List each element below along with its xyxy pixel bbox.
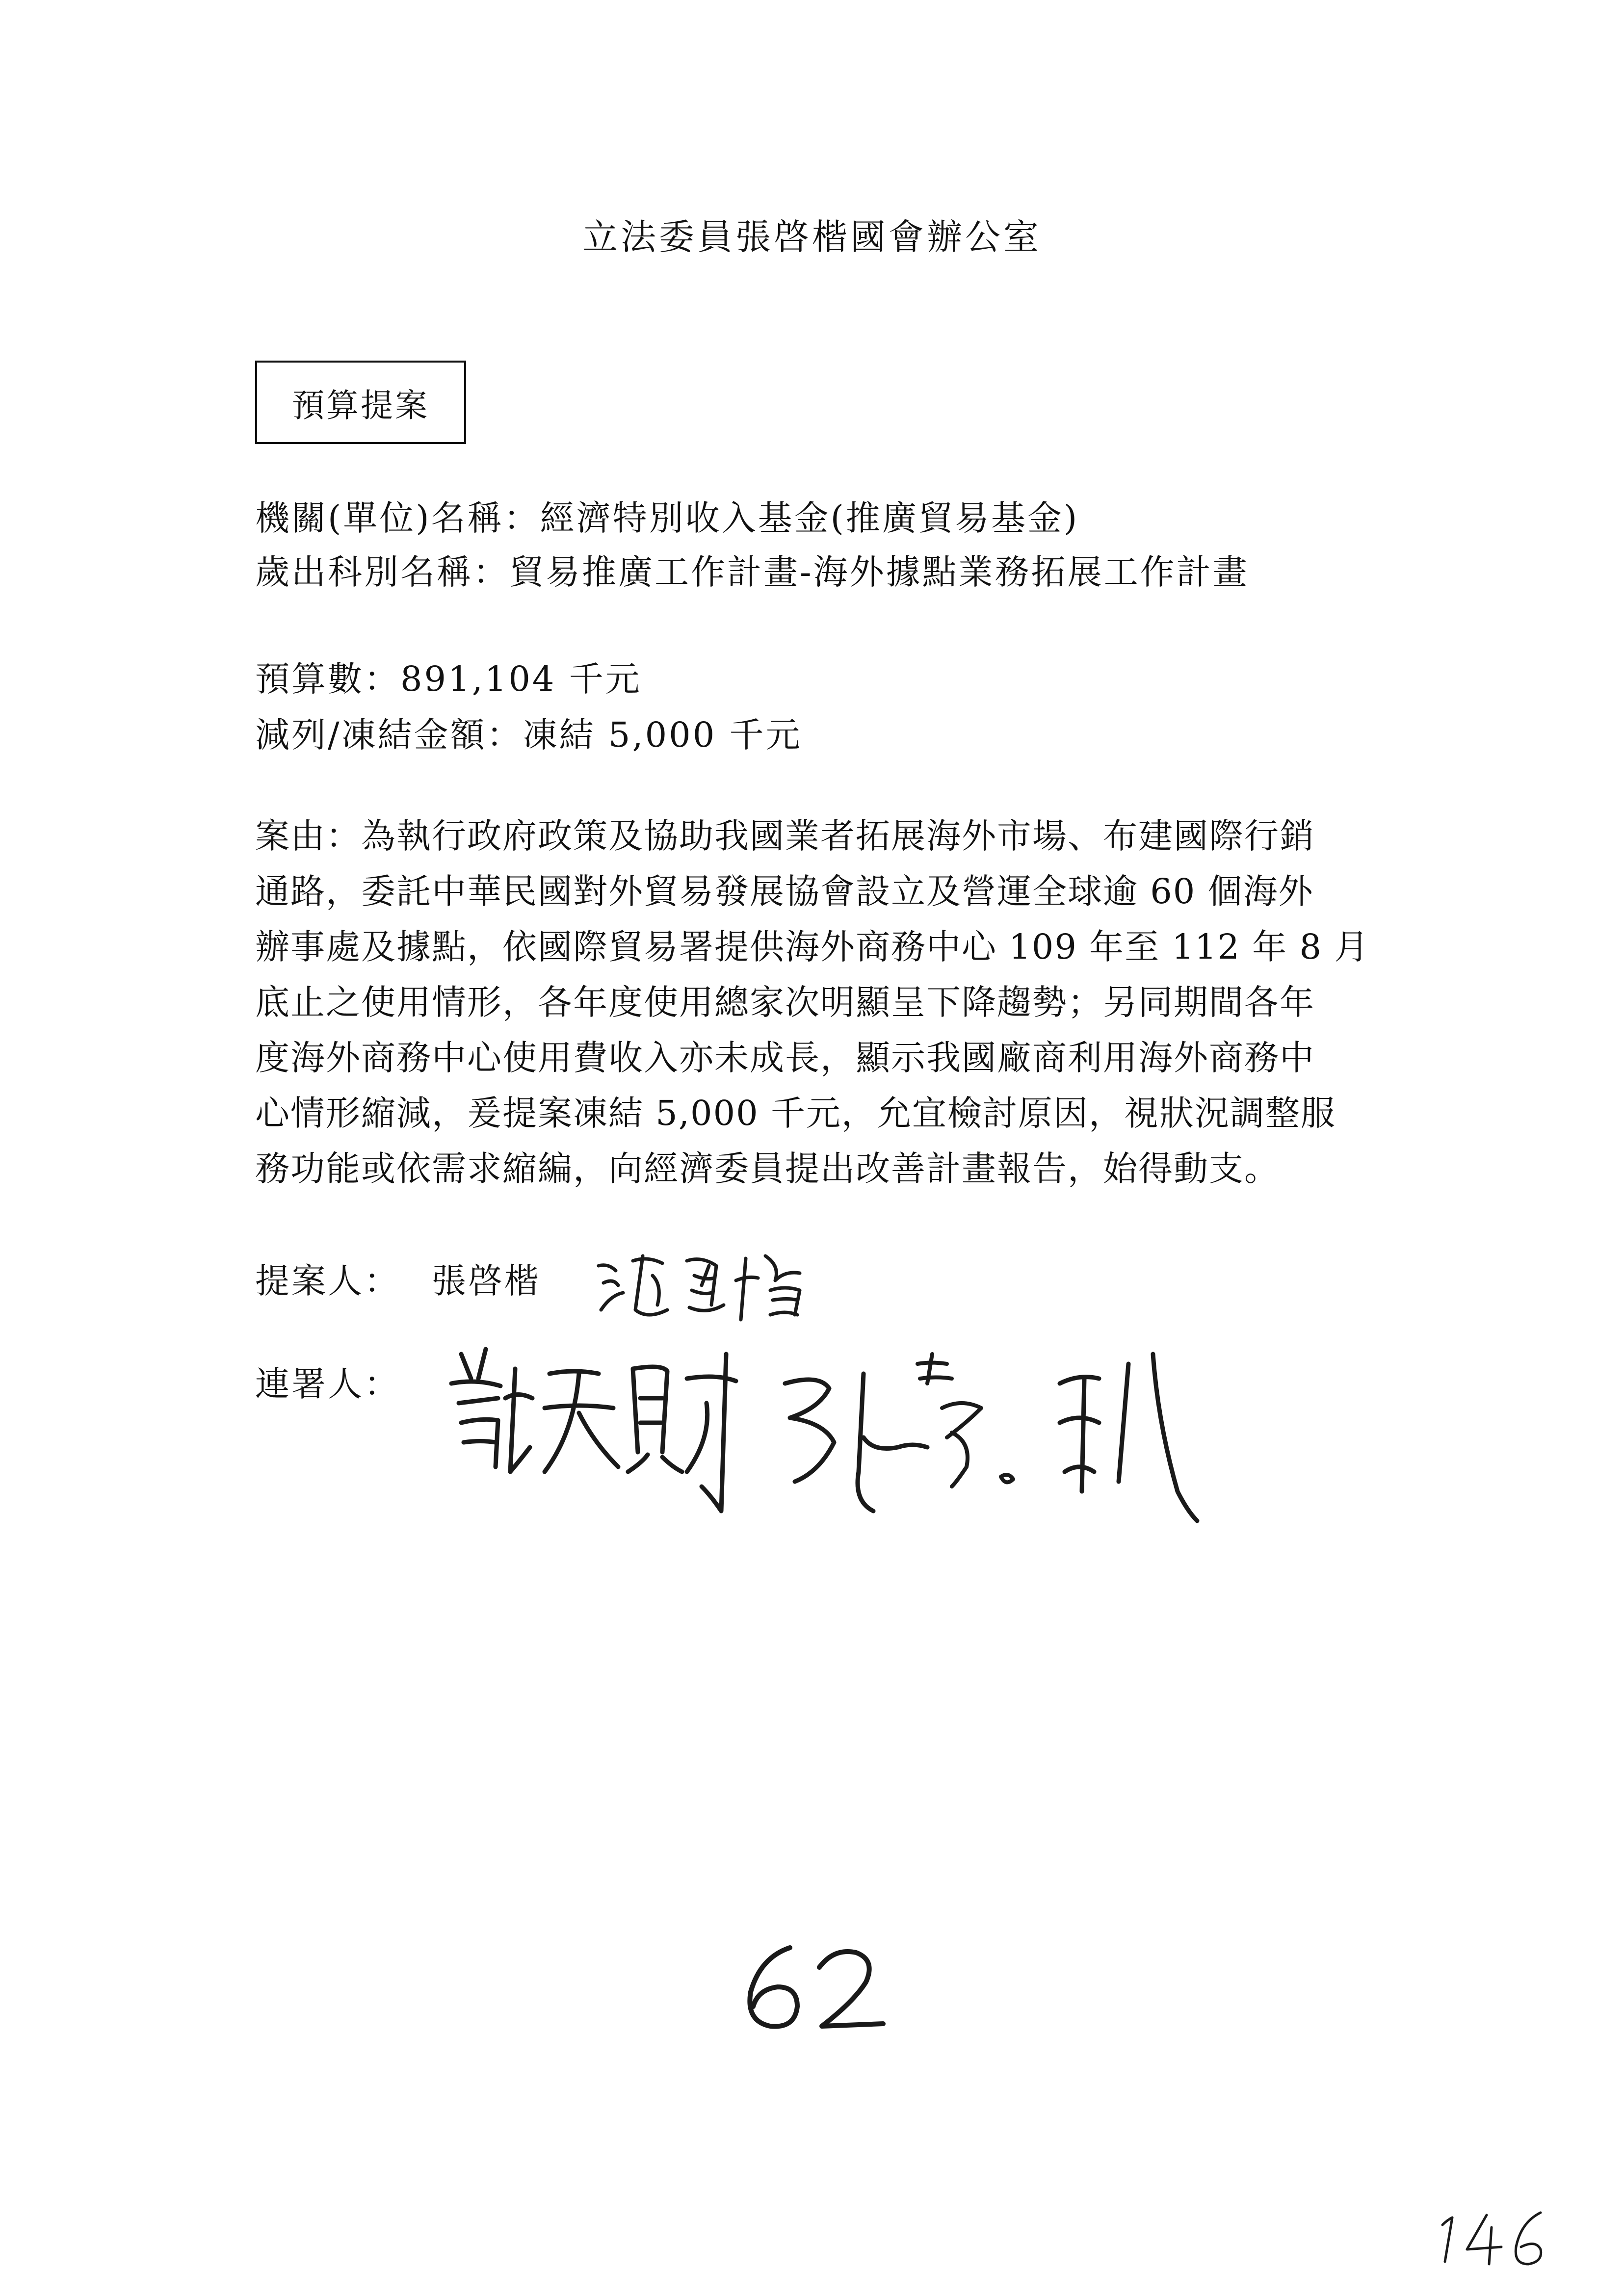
proposer-label: 提案人：	[255, 1261, 400, 1301]
folio-number	[1433, 2198, 1565, 2273]
budget-amount-line: 預算數：891,104 千元	[255, 659, 642, 699]
freeze-amount-line: 減列/凍結金額：凍結 5,000 千元	[255, 715, 802, 755]
reason-line: 辦事處及據點，依國際貿易署提供海外商務中心 109 年至 112 年 8 月	[255, 927, 1370, 967]
page-number	[731, 1938, 898, 2043]
page-number-handwriting	[731, 1938, 898, 2041]
office-header: 立法委員張啓楷國會辦公室	[582, 216, 1042, 258]
reason-paragraph	[255, 809, 1442, 1197]
doc-type-box	[255, 361, 466, 444]
cosigner-signatures	[432, 1325, 1290, 1580]
cosigner-label: 連署人：	[255, 1364, 400, 1404]
doc-type-label: 預算提案	[292, 386, 429, 424]
folio-number-handwriting	[1433, 2198, 1565, 2271]
proposer-signature	[589, 1236, 824, 1334]
reason-line: 心情形縮減，爰提案凍結 5,000 千元，允宜檢討原因，視狀況調整服	[255, 1093, 1336, 1133]
reason-line: 務功能或依需求縮編，向經濟委員提出改善計畫報告，始得動支。	[255, 1148, 1280, 1189]
reason-line: 案由：為執行政府政策及協助我國業者拓展海外市場、布建國際行銷	[255, 816, 1315, 856]
proposer-name: 張啓楷	[432, 1261, 541, 1301]
reason-line: 底止之使用情形，各年度使用總家次明顯呈下降趨勢；另同期間各年	[255, 982, 1315, 1022]
reason-line: 通路，委託中華民國對外貿易發展協會設立及營運全球逾 60 個海外	[255, 871, 1314, 912]
agency-name-line: 機關(單位)名稱：經濟特別收入基金(推廣貿易基金)	[255, 498, 1079, 538]
reason-line: 度海外商務中心使用費收入亦未成長，顯示我國廠商利用海外商務中	[255, 1038, 1315, 1078]
expenditure-item-line: 歲出科別名稱：貿易推廣工作計畫-海外據點業務拓展工作計畫	[255, 552, 1249, 592]
